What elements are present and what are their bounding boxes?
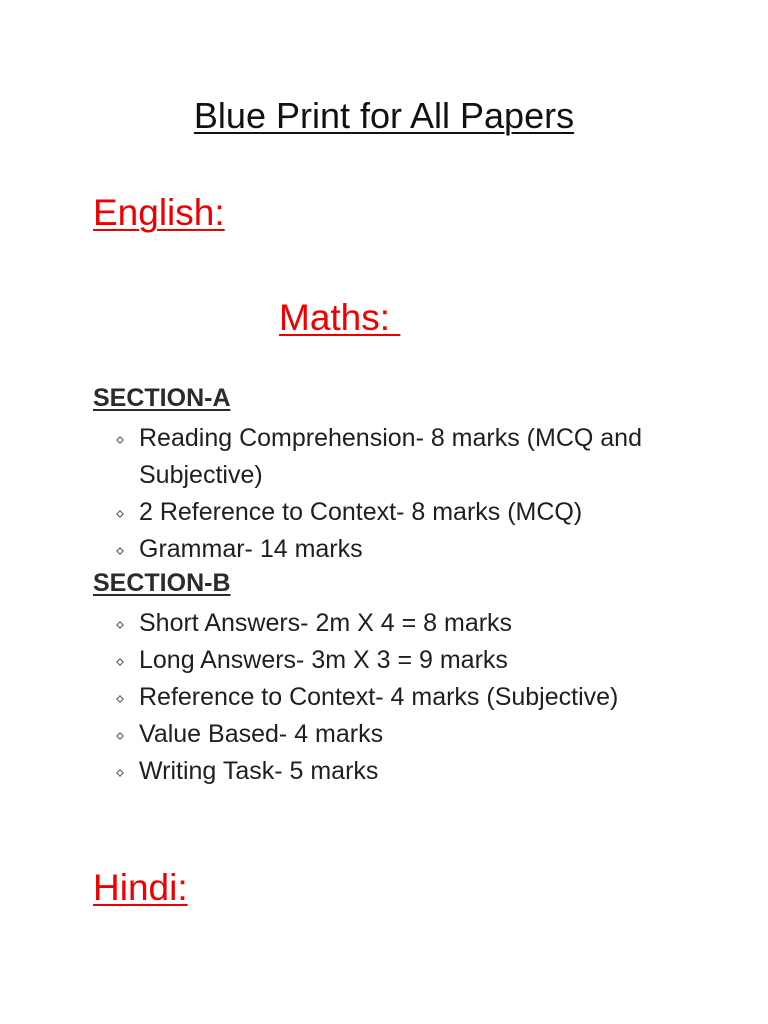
list-item [112, 420, 679, 494]
section-b-heading: SECTION-B [93, 569, 231, 597]
page-title: Blue Print for All Papers [193, 95, 575, 136]
list-item [112, 679, 679, 716]
list-item-text: Short Answers- 2m X 4 = 8 marks [139, 609, 513, 637]
list-item [112, 753, 679, 790]
diamond-bullet-icon [116, 695, 124, 703]
list-item [112, 716, 679, 753]
list-item-text: Reference to Context- 4 marks (Subjective) [139, 683, 619, 711]
list-item-text: Value Based- 4 marks [139, 720, 384, 748]
diamond-bullet-icon [116, 547, 124, 555]
list-item-text: Grammar- 14 marks [139, 535, 363, 563]
diamond-bullet-icon [116, 510, 124, 518]
section-a-heading: SECTION-A [93, 384, 231, 412]
diamond-bullet-icon [116, 658, 124, 666]
section-a-list [112, 420, 712, 568]
list-item [112, 605, 679, 642]
list-item-text: 2 Reference to Context- 8 marks (MCQ) [139, 498, 583, 526]
subject-heading-english: English: [93, 192, 225, 233]
subject-heading-hindi: Hindi: [93, 867, 188, 908]
diamond-bullet-icon [116, 732, 124, 740]
subject-heading-maths: Maths: [279, 297, 401, 338]
section-b-list [112, 605, 712, 790]
list-item-text: Reading Comprehension- 8 marks (MCQ and Subjective) [139, 424, 642, 489]
list-item-text: Writing Task- 5 marks [139, 757, 379, 785]
diamond-bullet-icon [116, 621, 124, 629]
list-item-text: Long Answers- 3m X 3 = 9 marks [139, 646, 508, 674]
list-item [112, 642, 679, 679]
list-item [112, 531, 679, 568]
diamond-bullet-icon [116, 436, 124, 444]
diamond-bullet-icon [116, 769, 124, 777]
list-item [112, 494, 679, 531]
